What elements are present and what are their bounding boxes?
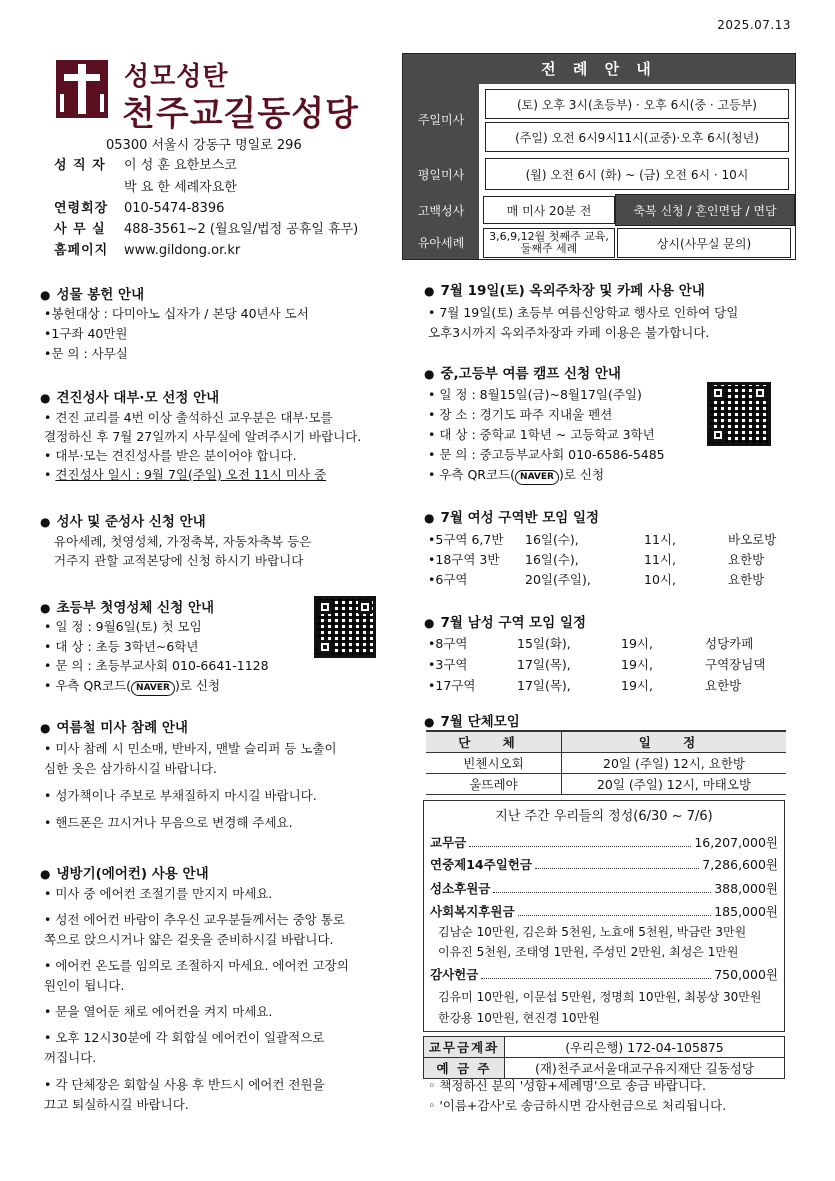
text-line: 요한방 — [705, 678, 742, 693]
text-line: 16일(수), — [525, 532, 579, 547]
section-group-meetings: ● 7월 단체모임 — [424, 710, 520, 730]
confession-time: 매 미사 20분 전 — [483, 196, 615, 224]
text-line: 원인이 됩니다. — [44, 978, 125, 993]
text-line: •6구역 — [428, 572, 468, 587]
parish-name: 천주교길동성당 — [122, 94, 359, 134]
text-line: • 7월 19일(토) 초등부 여름신앙학교 행사로 인하여 당일 — [428, 305, 739, 320]
donor-list: 김유미 10만원, 이문섭 5만원, 정명희 10만원, 최봉상 30만원 — [438, 990, 762, 1004]
section-women-meetings: ● 7월 여성 구역반 모임 일정 — [424, 506, 599, 526]
info-office: 사 무 실 488-3561~2 (월요일/법정 공휴일 휴무) — [54, 222, 359, 237]
text-line: 16일(수), — [525, 552, 579, 567]
section-youth-camp: ● 중,고등부 여름 캠프 신청 안내 — [424, 362, 621, 382]
text-line: 19시, — [621, 657, 653, 672]
bulletin-date: 2025.07.13 — [717, 18, 791, 32]
table-row: 울뜨레야 20일 (주일) 12시, 마태오방 — [426, 774, 786, 795]
section-men-meetings: ● 7월 남성 구역 모임 일정 — [424, 611, 586, 631]
text-line: 쪽으로 앉으시거나 얇은 겉옷을 준비하시길 바랍니다. — [44, 932, 334, 947]
text-line: • 문 의 : 초등부교사회 010-6641-1128 — [44, 658, 269, 673]
text-line: 15일(화), — [517, 636, 571, 651]
text-line: •8구역 — [428, 636, 468, 651]
offering-item: 감사헌금 750,000원 — [430, 967, 778, 982]
text-line: • 대 상 : 중학교 1학년 ~ 고등학교 3학년 — [428, 427, 655, 442]
offering-item: 교무금 16,207,000원 — [430, 835, 778, 850]
blessing-request: 축복 신청 / 혼인면담 / 면담 — [615, 194, 795, 226]
text-line: • 견진 교리를 4번 이상 출석하신 교우분은 대부·모를 — [44, 410, 333, 425]
section-first-communion: ● 초등부 첫영성체 신청 안내 — [40, 596, 214, 616]
text-line: • 장 소 : 경기도 파주 지내울 펜션 — [428, 407, 613, 422]
qr-apply-line: • 우측 QR코드( NAVER )로 신청 — [44, 676, 220, 696]
donor-list: 이유진 5천원, 조태영 1만원, 주성민 2만원, 최성은 1만원 — [438, 945, 739, 959]
section-relic-offering: ● 성물 봉헌 안내 — [40, 283, 144, 303]
text-line: 성당카페 — [705, 636, 754, 651]
offering-item: 연중제14주일헌금 7,286,600원 — [430, 857, 778, 872]
text-line: 19시, — [621, 636, 653, 651]
col-schedule: 일 정 — [562, 731, 787, 753]
text-line: •문 의 : 사무실 — [44, 346, 128, 361]
qr-code-icon[interactable] — [707, 382, 771, 446]
depositor-label: 예 금 주 — [424, 1058, 505, 1079]
account-table — [423, 1036, 785, 1079]
account-number: (우리은행) 172-04-105875 — [505, 1037, 785, 1058]
naver-badge: NAVER — [131, 681, 175, 696]
donor-list: 한강용 10만원, 현진경 10만원 — [438, 1011, 600, 1025]
naver-badge: NAVER — [515, 470, 559, 485]
text-line: 오후3시까지 옥외주차장과 카페 이용은 불가합니다. — [428, 325, 710, 340]
account-note: ◦ '이름+감사'로 송금하시면 감사헌금으로 처리됩니다. — [428, 1098, 727, 1113]
sunday-mass-label: 주일미사 — [403, 84, 479, 154]
text-line: •17구역 — [428, 678, 476, 693]
text-line: 17일(목), — [517, 657, 571, 672]
text-line: 유아세례, 첫영성체, 가정축복, 자동차축복 등은 — [54, 534, 312, 549]
weekday-mass-label: 평일미사 — [403, 154, 479, 194]
text-line: • 에어컨 온도를 임의로 조절하지 마세요. 에어컨 고장의 — [44, 958, 349, 973]
account-label: 교무금계좌 — [424, 1037, 505, 1058]
text-line: 바오로방 — [728, 532, 777, 547]
qr-code-icon[interactable] — [314, 596, 376, 658]
offering-item: 성소후원금 388,000원 — [430, 881, 778, 896]
offering-item: 사회복지후원금 185,000원 — [430, 904, 778, 919]
text-line: 10시, — [644, 572, 676, 587]
sunday-mass-sun: (주일) 오전 6시9시11시(교중)·오후 6시(청년) — [485, 122, 789, 152]
text-line: • 대부·모는 견진성사를 받은 분이어야 합니다. — [44, 448, 297, 463]
text-line: • 일 정 : 8월15일(금)~8월17일(주일) — [428, 387, 642, 402]
text-line: • 일 정 : 9월6일(토) 첫 모임 — [44, 619, 202, 634]
text-line: • 오후 12시30분에 각 회합실 에어컨이 일괄적으로 — [44, 1030, 325, 1045]
text-line: •3구역 — [428, 657, 468, 672]
homepage-link[interactable]: www.gildong.or.kr — [124, 243, 241, 258]
qr-apply-line: • 우측 QR코드( NAVER )로 신청 — [428, 465, 604, 485]
text-line: •18구역 3반 — [428, 552, 500, 567]
text-line: 구역장님댁 — [705, 657, 766, 672]
group-meeting-table — [426, 730, 786, 795]
account-note: ◦ 책정하신 분의 '성함+세례명'으로 송금 바랍니다. — [428, 1078, 706, 1093]
donor-list: 김남순 10만원, 김은화 5천원, 노효애 5천원, 박금란 3만원 — [438, 925, 747, 939]
info-homepage: 홈페이지 www.gildong.or.kr — [54, 243, 241, 258]
text-line: • 각 단체장은 회합실 사용 후 반드시 에어컨 전원을 — [44, 1077, 325, 1092]
info-priest-2: 박 요 한 세례자요한 — [124, 180, 237, 195]
text-line: • 성전 에어컨 바람이 추우신 교우분들께서는 중앙 통로 — [44, 912, 345, 927]
text-line: 11시, — [644, 532, 676, 547]
baptism-anytime: 상시(사무실 문의) — [617, 228, 791, 258]
text-line: • 문 의 : 중고등부교사회 010-6586-5485 — [428, 447, 665, 462]
text-line: • 대 상 : 초등 3학년~6학년 — [44, 639, 199, 654]
liturgy-title: 전 례 안 내 — [403, 54, 795, 84]
text-line: 끄고 퇴실하시길 바랍니다. — [44, 1097, 189, 1112]
text-line: 결정하신 후 7월 27일까지 사무실에 알려주시기 바랍니다. — [44, 429, 362, 444]
confession-label: 고백성사 — [403, 194, 479, 226]
text-line: •봉헌대상 : 다미아노 십자가 / 본당 40년사 도서 — [44, 306, 309, 321]
section-air-conditioner: ● 냉방기(에어컨) 사용 안내 — [40, 862, 209, 882]
text-line: • 미사 중 에어컨 조절기를 만지지 마세요. — [44, 886, 273, 901]
weekday-mass: (월) 오전 6시 (화) ~ (금) 오전 6시 · 10시 — [485, 158, 789, 190]
text-line: •1구좌 40만원 — [44, 326, 128, 341]
baptism-label: 유아세례 — [403, 226, 479, 259]
text-line: • 문을 열어둔 채로 에어컨을 켜지 마세요. — [44, 1004, 273, 1019]
text-line: 심한 옷은 삼가하시길 바랍니다. — [44, 761, 217, 776]
info-priest-1: 성 직 자 이 성 훈 요한보스코 — [54, 158, 237, 173]
info-funeral: 연령회장 010-5474-8396 — [54, 201, 225, 216]
text-line: • 미사 참례 시 민소매, 반바지, 맨발 슬리퍼 등 노출이 — [44, 741, 337, 756]
text-line: 요한방 — [728, 552, 765, 567]
text-line: 꺼집니다. — [44, 1050, 97, 1065]
text-line: 거주지 관할 교적본당에 신청 하시기 바랍니다 — [54, 553, 304, 568]
brand-top: 성모성탄 — [124, 62, 229, 92]
text-line: • 성가책이나 주보로 부채질하지 마시길 바랍니다. — [44, 788, 317, 803]
text-line: •5구역 6,7반 — [428, 532, 504, 547]
section-godparent: ● 견진성사 대부·모 선정 안내 — [40, 386, 219, 406]
text-line: 20일(주일), — [525, 572, 591, 587]
text-line: 요한방 — [728, 572, 765, 587]
sunday-mass-sat: (토) 오후 3시(초등부) · 오후 6시(중 · 고등부) — [485, 89, 789, 119]
text-line: • 핸드폰은 끄시거나 무음으로 변경해 주세요. — [44, 815, 293, 830]
section-sacraments: ● 성사 및 준성사 신청 안내 — [40, 510, 206, 530]
offering-box — [423, 800, 785, 1032]
liturgy-table — [402, 53, 796, 260]
confirmation-date: • 견진성사 일시 : 9월 7일(주일) 오전 11시 미사 중 — [44, 467, 327, 482]
col-group: 단 체 — [426, 731, 562, 753]
text-line: 11시, — [644, 552, 676, 567]
parish-address: 05300 서울시 강동구 명일로 296 — [106, 138, 302, 153]
text-line: 19시, — [621, 678, 653, 693]
section-summer-mass: ● 여름철 미사 참례 안내 — [40, 716, 188, 736]
table-row: 빈첸시오회 20일 (주일) 12시, 요한방 — [426, 753, 786, 774]
offering-title: 지난 주간 우리들의 정성(6/30 ~ 7/6) — [495, 809, 713, 824]
text-line: 17일(목), — [517, 678, 571, 693]
depositor-name: (재)천주교서울대교구유지재단 길동성당 — [505, 1058, 785, 1079]
section-parking: ● 7월 19일(토) 옥외주차장 및 카페 사용 안내 — [424, 279, 705, 299]
parish-logo-icon — [56, 60, 108, 118]
baptism-schedule: 3,6,9,12월 첫째주 교육, 둘째주 세례 — [483, 228, 615, 258]
